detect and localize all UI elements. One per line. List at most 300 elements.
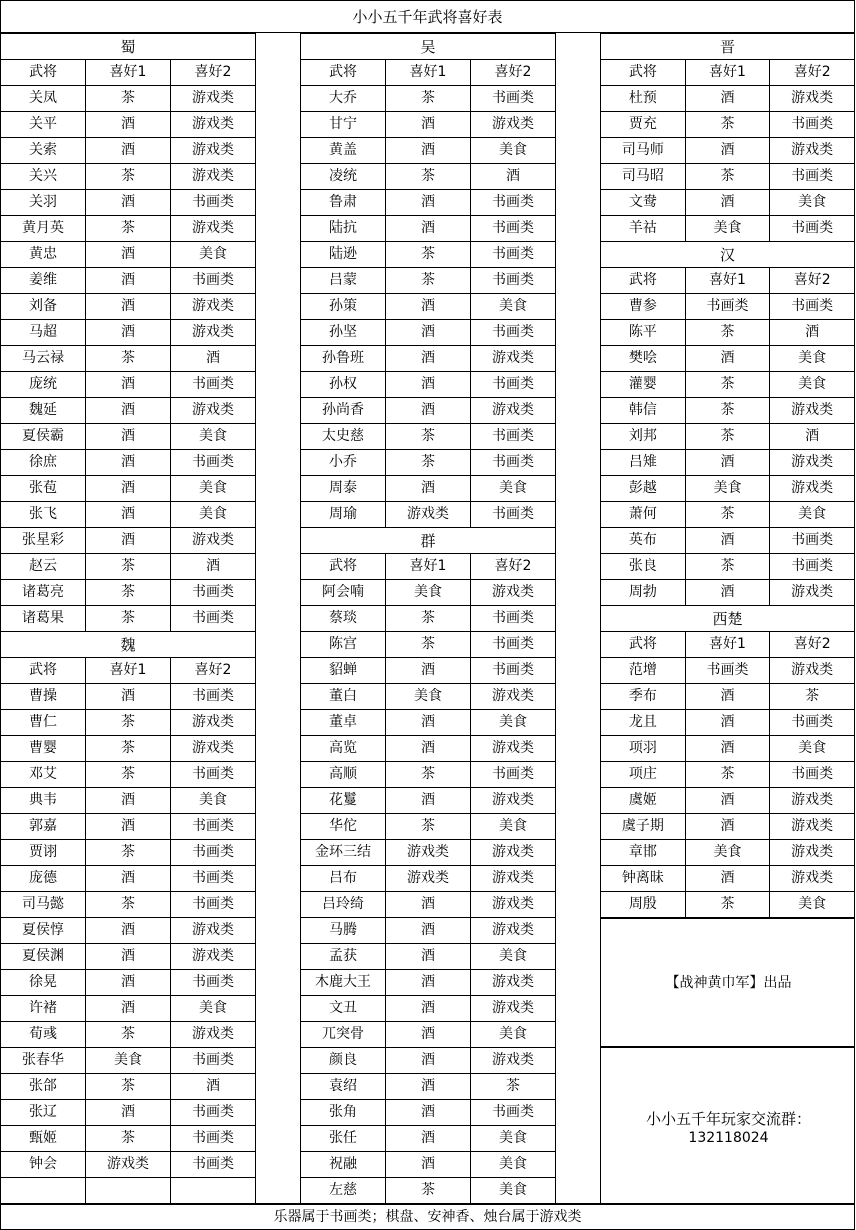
general-name: 萧何	[601, 502, 686, 527]
preference-1: 游戏类	[86, 1152, 171, 1177]
general-name: 英布	[601, 528, 686, 553]
preference-1: 酒	[386, 1048, 471, 1073]
preference-2: 书画类	[791, 532, 834, 548]
preference-1: 酒	[386, 788, 471, 813]
preference-1: 茶	[386, 1178, 471, 1203]
preference-1: 茶	[386, 242, 471, 267]
general-name: 张苞	[1, 476, 86, 501]
column-header: 武将	[1, 60, 86, 85]
general-name: 黄忠	[1, 242, 86, 267]
preference-2: 书画类	[192, 1104, 234, 1120]
general-name: 曹操	[1, 684, 86, 709]
column-header: 喜好2	[793, 636, 831, 652]
general-name: 夏侯渊	[1, 944, 86, 969]
general-name: 黄盖	[301, 138, 386, 163]
table-row	[601, 502, 854, 528]
preference-2: 书画类	[791, 766, 834, 782]
preference-2: 美食	[499, 1182, 527, 1198]
preference-1: 茶	[86, 1126, 171, 1151]
table-row	[1, 268, 255, 294]
footer-note: 乐器属于书画类；棋盘、安神香、烛台属于游戏类	[0, 1204, 855, 1230]
column-header-row	[1, 60, 255, 86]
table-row	[1, 242, 255, 268]
table-row	[301, 788, 555, 814]
preference-1: 游戏类	[386, 840, 471, 865]
preference-2: 游戏类	[192, 90, 234, 106]
column-header: 喜好1	[386, 554, 471, 579]
table-row	[1, 840, 255, 866]
table-row	[601, 138, 854, 164]
preference-2: 美食	[499, 1026, 527, 1042]
table-row	[1, 710, 255, 736]
preference-2: 酒	[206, 1078, 220, 1094]
preference-2: 书画类	[492, 220, 534, 236]
general-name: 庞统	[1, 372, 86, 397]
credit-text: 【战神黄巾军】出品	[665, 975, 792, 991]
column-right	[600, 33, 855, 919]
table-row	[601, 476, 854, 502]
preference-2: 游戏类	[791, 584, 834, 600]
preference-2: 美食	[199, 1000, 227, 1016]
preference-1: 茶	[386, 268, 471, 293]
preference-2: 书画类	[492, 376, 534, 392]
general-name: 董白	[301, 684, 386, 709]
general-name: 孙鲁班	[301, 346, 386, 371]
general-name: 孙尚香	[301, 398, 386, 423]
preference-2: 美食	[499, 948, 527, 964]
preference-2: 美食	[499, 1130, 527, 1146]
table-row	[301, 242, 555, 268]
general-name: 陈宫	[301, 632, 386, 657]
general-name: 金环三结	[301, 840, 386, 865]
empty-row	[1, 1178, 255, 1204]
table-row	[1, 372, 255, 398]
preference-2: 游戏类	[192, 402, 234, 418]
general-name: 曹参	[601, 294, 686, 319]
preference-1: 酒	[386, 1100, 471, 1125]
table-row	[1, 450, 255, 476]
column-header: 喜好1	[686, 60, 771, 85]
preference-1: 酒	[86, 1100, 171, 1125]
table-row	[1, 892, 255, 918]
empty-cell	[86, 1178, 171, 1203]
preference-1: 茶	[86, 554, 171, 579]
general-name: 马超	[1, 320, 86, 345]
faction-block	[601, 242, 854, 606]
preference-1: 茶	[86, 606, 171, 631]
table-row	[301, 1126, 555, 1152]
general-name: 荀彧	[1, 1022, 86, 1047]
preference-1: 酒	[386, 918, 471, 943]
preference-2: 书画类	[492, 454, 534, 470]
preference-2: 游戏类	[791, 454, 834, 470]
column-header: 喜好1	[686, 268, 771, 293]
faction-header: 吴	[301, 34, 555, 60]
general-name: 关羽	[1, 190, 86, 215]
general-name: 貂蝉	[301, 658, 386, 683]
preference-1: 茶	[686, 164, 771, 189]
table-row	[601, 528, 854, 554]
general-name: 孙坚	[301, 320, 386, 345]
preference-2: 游戏类	[492, 116, 534, 132]
preference-1: 茶	[686, 892, 771, 917]
preference-1: 游戏类	[386, 502, 471, 527]
preference-1: 酒	[386, 710, 471, 735]
column-header: 喜好1	[686, 632, 771, 657]
faction-header: 晋	[601, 34, 854, 60]
preference-2: 书画类	[492, 766, 534, 782]
general-name: 典韦	[1, 788, 86, 813]
preference-1: 酒	[86, 320, 171, 345]
table-row	[1, 1074, 255, 1100]
preference-2: 书画类	[791, 168, 834, 184]
column-header-row	[301, 60, 555, 86]
preference-1: 酒	[386, 294, 471, 319]
table-row	[601, 658, 854, 684]
preference-2: 书画类	[192, 272, 234, 288]
table-row	[1, 970, 255, 996]
general-name: 杜预	[601, 86, 686, 111]
preference-1: 茶	[86, 86, 171, 111]
gap-right	[556, 33, 600, 1204]
preference-1: 酒	[386, 996, 471, 1021]
column-header: 喜好2	[194, 662, 232, 678]
preference-1: 茶	[686, 762, 771, 787]
general-name: 马云禄	[1, 346, 86, 371]
preference-1: 茶	[686, 424, 771, 449]
faction-block	[301, 34, 555, 528]
table-row	[601, 450, 854, 476]
preference-1: 酒	[86, 528, 171, 553]
table-row	[1, 346, 255, 372]
preference-2: 游戏类	[791, 142, 834, 158]
preference-1: 酒	[86, 866, 171, 891]
preference-1: 茶	[86, 762, 171, 787]
preference-1: 茶	[86, 710, 171, 735]
group-box	[600, 1047, 855, 1204]
general-name: 刘邦	[601, 424, 686, 449]
faction-header: 魏	[1, 632, 255, 658]
column-header: 武将	[1, 658, 86, 683]
preference-1: 酒	[686, 346, 771, 371]
table-row	[301, 710, 555, 736]
table-row	[301, 1100, 555, 1126]
preference-1: 酒	[86, 112, 171, 137]
table-row	[1, 1100, 255, 1126]
preference-2: 书画类	[192, 870, 234, 886]
general-name: 陆逊	[301, 242, 386, 267]
preference-2: 书画类	[192, 844, 234, 860]
table-row	[1, 424, 255, 450]
table-row	[1, 1022, 255, 1048]
preference-2: 美食	[199, 246, 227, 262]
table-row	[601, 788, 854, 814]
table-row	[301, 762, 555, 788]
general-name: 章邯	[601, 840, 686, 865]
column-header-row	[601, 60, 854, 86]
general-name: 吕玲绮	[301, 892, 386, 917]
preference-1: 酒	[386, 346, 471, 371]
table-row	[601, 398, 854, 424]
preference-1: 酒	[86, 398, 171, 423]
column-header: 武将	[301, 554, 386, 579]
preference-2: 书画类	[492, 246, 534, 262]
general-name: 曹婴	[1, 736, 86, 761]
table-row	[1, 918, 255, 944]
table-row	[1, 294, 255, 320]
table-row	[1, 788, 255, 814]
preference-2: 游戏类	[192, 324, 234, 340]
preference-2: 美食	[499, 818, 527, 834]
preference-2: 书画类	[192, 194, 234, 210]
table-row	[301, 970, 555, 996]
table-row	[1, 112, 255, 138]
preference-1: 美食	[686, 476, 771, 501]
general-name: 木鹿大王	[301, 970, 386, 995]
table-row	[301, 450, 555, 476]
preference-1: 酒	[686, 86, 771, 111]
general-name: 庞德	[1, 866, 86, 891]
general-name: 郭嘉	[1, 814, 86, 839]
general-name: 文鸯	[601, 190, 686, 215]
general-name: 龙且	[601, 710, 686, 735]
general-name: 邓艾	[1, 762, 86, 787]
general-name: 董卓	[301, 710, 386, 735]
table-row	[1, 762, 255, 788]
preference-2: 美食	[499, 480, 527, 496]
preference-2: 书画类	[192, 974, 234, 990]
preference-1: 茶	[686, 320, 771, 345]
general-name: 高顺	[301, 762, 386, 787]
table-row	[601, 554, 854, 580]
preference-2: 游戏类	[791, 844, 834, 860]
table-row	[301, 918, 555, 944]
preference-1: 酒	[86, 190, 171, 215]
preference-2: 酒	[206, 350, 220, 366]
preference-1: 美食	[386, 580, 471, 605]
general-name: 羊祜	[601, 216, 686, 241]
faction-block	[301, 528, 555, 1204]
general-name: 贾诩	[1, 840, 86, 865]
preference-1: 茶	[86, 164, 171, 189]
general-name: 周殷	[601, 892, 686, 917]
table-row	[601, 866, 854, 892]
preference-1: 茶	[386, 424, 471, 449]
preference-2: 书画类	[492, 194, 534, 210]
preference-1: 酒	[86, 450, 171, 475]
general-name: 夏侯霸	[1, 424, 86, 449]
preference-2: 美食	[798, 896, 827, 912]
preference-2: 书画类	[192, 896, 234, 912]
preference-1: 茶	[86, 1074, 171, 1099]
preference-1: 酒	[686, 710, 771, 735]
preference-2: 书画类	[192, 1052, 234, 1068]
table-row	[301, 320, 555, 346]
general-name: 贾充	[601, 112, 686, 137]
table-row	[301, 1022, 555, 1048]
general-name: 马腾	[301, 918, 386, 943]
table-row	[301, 892, 555, 918]
preference-2: 游戏类	[492, 1052, 534, 1068]
preference-2: 书画类	[492, 636, 534, 652]
preference-2: 美食	[499, 714, 527, 730]
column-header: 武将	[301, 60, 386, 85]
general-name: 张春华	[1, 1048, 86, 1073]
preference-1: 酒	[386, 1074, 471, 1099]
preference-2: 书画类	[791, 714, 834, 730]
preference-2: 美食	[798, 350, 827, 366]
preference-2: 游戏类	[192, 948, 234, 964]
table-row	[601, 86, 854, 112]
general-name: 魏延	[1, 398, 86, 423]
general-name: 蔡琰	[301, 606, 386, 631]
general-name: 关索	[1, 138, 86, 163]
preference-2: 书画类	[192, 610, 234, 626]
table-row	[601, 372, 854, 398]
preference-2: 美食	[798, 506, 827, 522]
table-row	[301, 476, 555, 502]
table-row	[301, 190, 555, 216]
table-row	[601, 320, 854, 346]
preference-1: 茶	[686, 554, 771, 579]
column-header-row	[1, 658, 255, 684]
preference-1: 酒	[386, 476, 471, 501]
preference-1: 酒	[86, 970, 171, 995]
preference-1: 美食	[686, 840, 771, 865]
table-row	[601, 164, 854, 190]
table-row	[601, 424, 854, 450]
preference-2: 书画类	[192, 818, 234, 834]
faction-block	[601, 34, 854, 242]
preference-1: 酒	[686, 138, 771, 163]
preference-2: 书画类	[791, 116, 834, 132]
general-name: 陆抗	[301, 216, 386, 241]
preference-1: 茶	[386, 762, 471, 787]
column-left	[0, 33, 256, 1205]
table-row	[601, 294, 854, 320]
table-row	[301, 658, 555, 684]
table-row	[601, 736, 854, 762]
column-header: 武将	[601, 60, 686, 85]
general-name: 孙策	[301, 294, 386, 319]
table-row	[1, 164, 255, 190]
preference-2: 游戏类	[492, 1000, 534, 1016]
preference-2: 美食	[798, 194, 827, 210]
table-row	[1, 476, 255, 502]
preference-2: 书画类	[492, 506, 534, 522]
column-middle	[300, 33, 556, 1205]
preference-2: 书画类	[192, 376, 234, 392]
table-row	[301, 164, 555, 190]
general-name: 项庄	[601, 762, 686, 787]
preference-1: 酒	[86, 918, 171, 943]
preference-2: 美食	[199, 480, 227, 496]
preference-2: 茶	[805, 688, 820, 704]
preference-2: 游戏类	[791, 662, 834, 678]
preference-1: 茶	[86, 346, 171, 371]
preference-1: 酒	[686, 684, 771, 709]
preference-2: 游戏类	[192, 168, 234, 184]
preference-1: 茶	[386, 632, 471, 657]
preference-2: 游戏类	[492, 870, 534, 886]
preference-1: 酒	[86, 242, 171, 267]
general-name: 项羽	[601, 736, 686, 761]
general-name: 周瑜	[301, 502, 386, 527]
general-name: 孙权	[301, 372, 386, 397]
preference-2: 游戏类	[192, 922, 234, 938]
preference-2: 书画类	[192, 766, 234, 782]
preference-2: 游戏类	[192, 714, 234, 730]
table-row	[601, 216, 854, 242]
preference-1: 酒	[386, 1126, 471, 1151]
general-name: 张星彩	[1, 528, 86, 553]
table-row	[301, 1048, 555, 1074]
table-row	[301, 840, 555, 866]
table-row	[1, 580, 255, 606]
general-name: 鲁肃	[301, 190, 386, 215]
table-row	[301, 736, 555, 762]
table-row	[1, 86, 255, 112]
preference-2: 游戏类	[492, 974, 534, 990]
table-row	[301, 996, 555, 1022]
preference-2: 游戏类	[492, 844, 534, 860]
general-name: 华佗	[301, 814, 386, 839]
preference-1: 美食	[686, 216, 771, 241]
preference-1: 酒	[386, 372, 471, 397]
preference-2: 书画类	[492, 428, 534, 444]
preference-2: 书画类	[192, 584, 234, 600]
general-name: 虞姬	[601, 788, 686, 813]
column-header: 喜好2	[194, 64, 232, 80]
general-name: 诸葛亮	[1, 580, 86, 605]
preference-1: 酒	[686, 190, 771, 215]
preference-1: 茶	[686, 398, 771, 423]
preference-2: 游戏类	[791, 818, 834, 834]
preference-2: 游戏类	[791, 402, 834, 418]
table-row	[301, 346, 555, 372]
preference-1: 茶	[86, 892, 171, 917]
column-header-row	[601, 268, 854, 294]
preference-1: 酒	[386, 398, 471, 423]
column-header: 喜好1	[86, 658, 171, 683]
preference-1: 茶	[686, 502, 771, 527]
table-row	[601, 892, 854, 918]
table-row	[301, 684, 555, 710]
general-name: 甘宁	[301, 112, 386, 137]
preference-2: 书画类	[192, 1156, 234, 1172]
general-name: 阿会喃	[301, 580, 386, 605]
general-name: 韩信	[601, 398, 686, 423]
table-row	[301, 86, 555, 112]
preference-1: 酒	[86, 788, 171, 813]
preference-2: 书画类	[791, 558, 834, 574]
preference-2: 游戏类	[192, 1026, 234, 1042]
preference-1: 美食	[386, 684, 471, 709]
preference-1: 酒	[686, 814, 771, 839]
preference-2: 酒	[805, 428, 820, 444]
faction-header: 群	[301, 528, 555, 554]
general-name: 袁绍	[301, 1074, 386, 1099]
preference-2: 游戏类	[492, 896, 534, 912]
faction-block	[601, 606, 854, 918]
sheet-title: 小小五千年武将喜好表	[0, 0, 855, 33]
preference-1: 酒	[386, 970, 471, 995]
table-row	[1, 606, 255, 632]
table-row	[301, 216, 555, 242]
preference-2: 茶	[506, 1078, 520, 1094]
table-row	[301, 424, 555, 450]
preference-2: 游戏类	[791, 480, 834, 496]
